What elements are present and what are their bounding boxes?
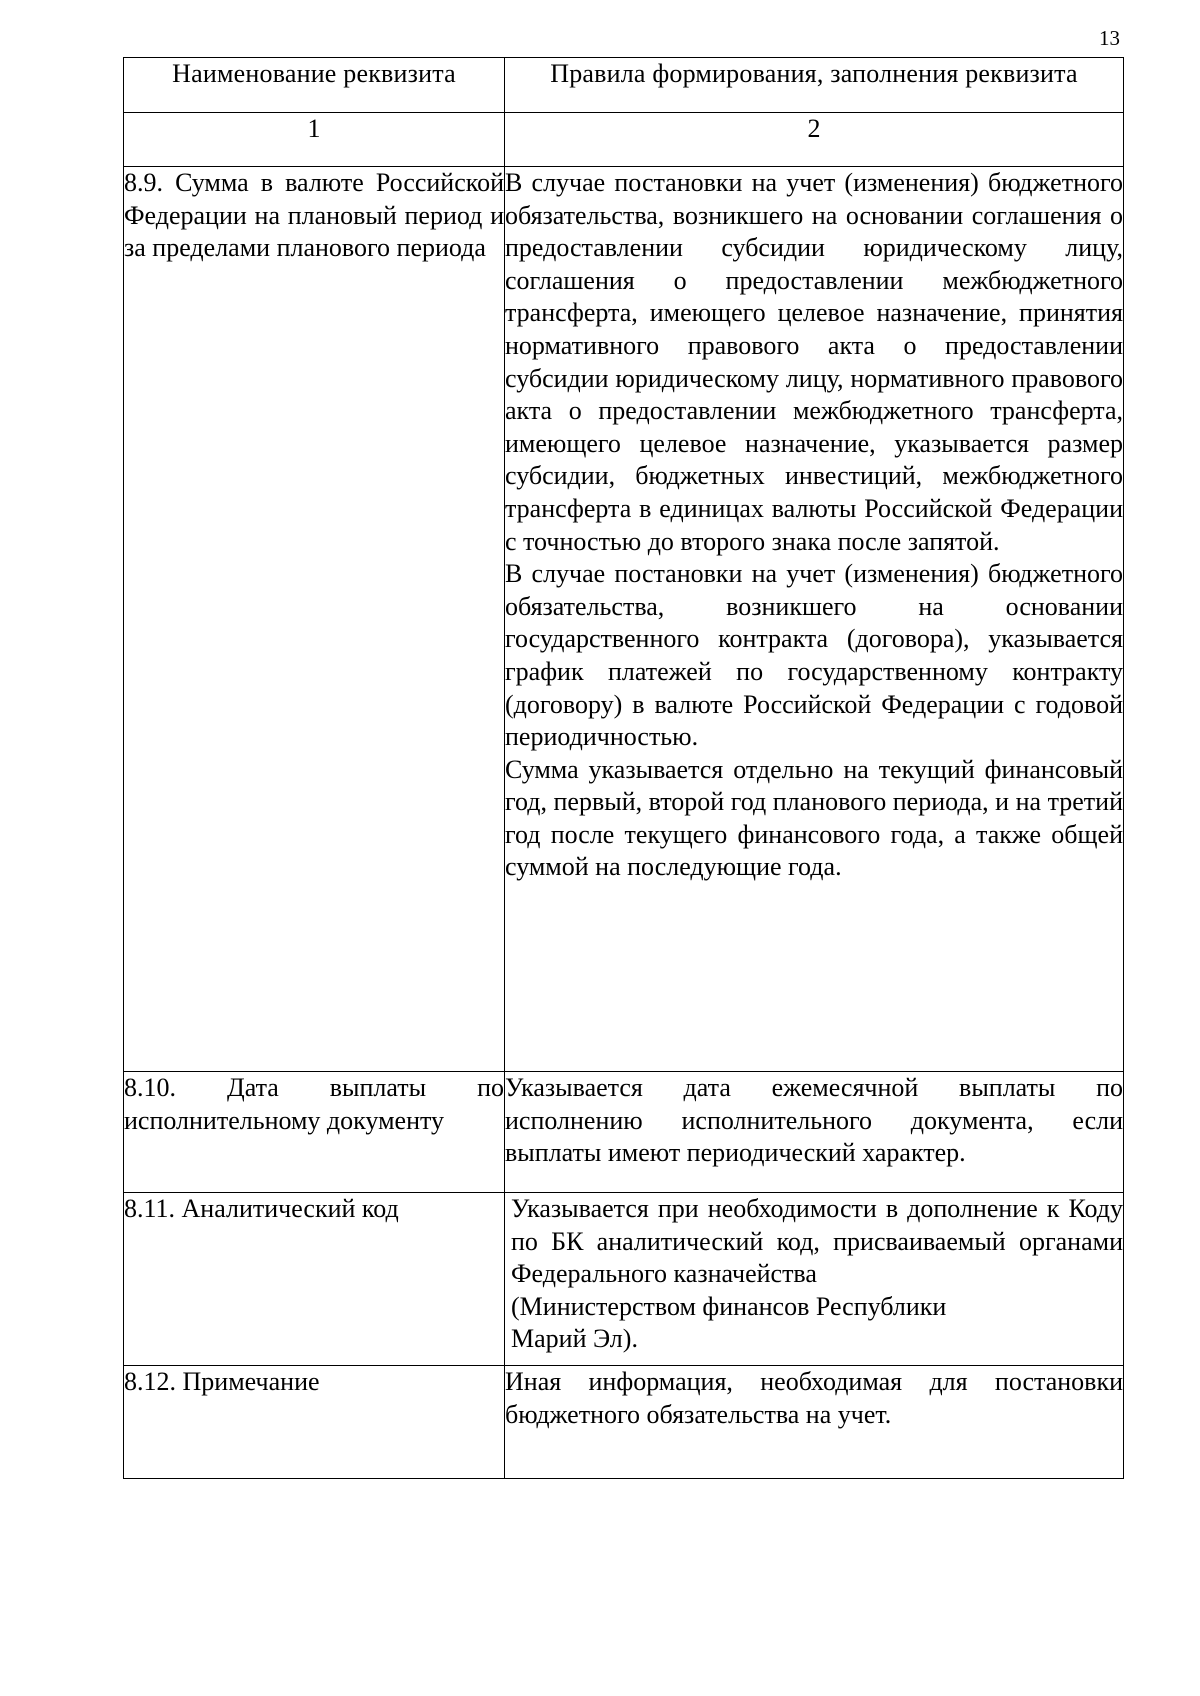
requisite-name: [124, 167, 505, 1072]
requisite-name: [124, 1366, 505, 1479]
requisite-name: [124, 1193, 505, 1366]
column-header-name: Наименование реквизита: [124, 58, 505, 113]
requisite-name-text: 8.12. Примечание: [124, 1367, 320, 1396]
rule-paragraph: Указывается при необходимости в дополнение к Коду по БК аналитический код, присваиваемый органами Федерального казначейства: [511, 1194, 1123, 1289]
requisite-name-text: 8.9. Сумма в валюте Российской Федерации на плановый период и за пределами планового периода: [124, 168, 504, 263]
requisite-rules: [505, 1366, 1124, 1479]
table-row: [124, 1072, 1124, 1193]
column-number-row: [124, 113, 1124, 167]
rule-paragraph: В случае постановки на учет (изменения) бюджетного обязательства, возникшего на основании государственного контракта (договора), указывается график платежей по государственному контракту (договору) в валюте Российской Федерации с годовой периодичностью.: [505, 559, 1123, 752]
table-row: [124, 167, 1124, 1072]
column-header-rules: Правила формирования, заполнения реквизита: [505, 58, 1124, 113]
table-header-row: [124, 58, 1124, 113]
requisite-rules: [505, 1072, 1124, 1193]
rule-paragraph: Сумма указывается отдельно на текущий финансовый год, первый, второй год планового периода, и на третий год после текущего финансового года, а также общей суммой на последующие года.: [505, 754, 1123, 882]
requisite-rules: [505, 167, 1124, 1072]
requisite-rules: [505, 1193, 1124, 1366]
rule-paragraph: Указывается дата ежемесячной выплаты по исполнению исполнительного документа, если выплаты имеют периодический характер.: [505, 1073, 1123, 1168]
requisite-name-text: 8.10. Дата выплаты по исполнительному документу: [124, 1073, 504, 1135]
rule-paragraph: (Министерством финансов Республики: [511, 1291, 947, 1321]
requisites-table: [123, 57, 1124, 1479]
requisite-name-text: 8.11. Аналитический код: [124, 1194, 399, 1223]
rule-paragraph: Марий Эл).: [511, 1324, 638, 1354]
column-number-1: 1: [124, 113, 505, 167]
column-number-2: 2: [505, 113, 1124, 167]
table-row: [124, 1193, 1124, 1366]
requisite-name: [124, 1072, 505, 1193]
rule-paragraph: Иная информация, необходимая для постановки бюджетного обязательства на учет.: [505, 1367, 1123, 1429]
rule-paragraph: В случае постановки на учет (изменения) бюджетного обязательства, возникшего на основании соглашения о предоставлении субсидии юридическому лицу, соглашения о предоставлении межбюджетного трансферта, имеющего целевое назначение, принятия нормативного правового акта о предоставлении субсидии юридическому лицу, нормативного правового акта о предоставлении межбюджетного трансферта, имеющего целевое назначение, указывается размер субсидии, бюджетных инвестиций, межбюджетного трансферта в единицах валюты Российской Федерации с точностью до второго знака после запятой.: [505, 168, 1123, 556]
table-row: [124, 1366, 1124, 1479]
page-number: 13: [1099, 26, 1120, 50]
